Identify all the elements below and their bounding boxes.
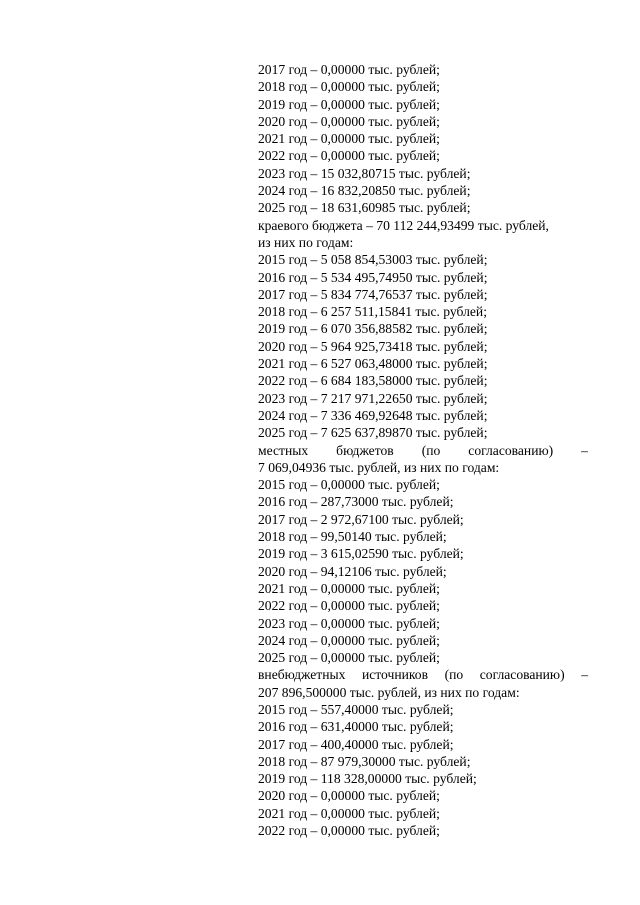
text-line: 2021 год – 0,00000 тыс. рублей; xyxy=(258,805,440,821)
text-line: 2020 год – 94,12106 тыс. рублей; xyxy=(258,563,447,579)
text-line: 2016 год – 287,73000 тыс. рублей; xyxy=(258,494,454,510)
text-line: 2022 год – 6 684 183,58000 тыс. рублей; xyxy=(258,373,488,389)
text-line: 2021 год – 0,00000 тыс. рублей; xyxy=(258,131,440,147)
text-line: 2020 год – 0,00000 тыс. рублей; xyxy=(258,113,440,129)
heading-word: (по xyxy=(444,667,464,683)
text-line: 2023 год – 0,00000 тыс. рублей; xyxy=(258,615,440,631)
extrabudgetary-heading xyxy=(258,666,588,683)
text-line: 2020 год – 5 964 925,73418 тыс. рублей; xyxy=(258,338,488,354)
budget-text-column xyxy=(258,61,588,839)
text-line: 2021 год – 6 527 063,48000 тыс. рублей; xyxy=(258,356,488,372)
heading-word: внебюджетных xyxy=(258,667,346,683)
text-line: 2019 год – 3 615,02590 тыс. рублей; xyxy=(258,546,464,562)
text-line: 2016 год – 631,40000 тыс. рублей; xyxy=(258,719,454,735)
regional-budget-heading: краевого бюджета – 70 112 244,93499 тыс. рублей, xyxy=(258,217,549,233)
heading-word: (по xyxy=(421,442,441,458)
text-line: 2018 год – 87 979,30000 тыс. рублей; xyxy=(258,753,471,769)
text-line: 2017 год – 0,00000 тыс. рублей; xyxy=(258,62,440,77)
heading-word: – xyxy=(581,442,588,458)
heading-word: источников xyxy=(361,667,429,683)
text-line: 2021 год – 0,00000 тыс. рублей; xyxy=(258,580,440,596)
text-line: 2015 год – 5 058 854,53003 тыс. рублей; xyxy=(258,252,488,268)
text-line: 2015 год – 557,40000 тыс. рублей; xyxy=(258,701,454,717)
heading-word: местных xyxy=(258,442,309,458)
text-line: 2022 год – 0,00000 тыс. рублей; xyxy=(258,598,440,614)
text-line: 2017 год – 5 834 774,76537 тыс. рублей; xyxy=(258,286,488,302)
text-line: 2017 год – 400,40000 тыс. рублей; xyxy=(258,736,454,752)
text-line: 2023 год – 15 032,80715 тыс. рублей; xyxy=(258,165,471,181)
heading-word: согласованию) xyxy=(468,442,554,458)
text-line: из них по годам: xyxy=(258,234,354,250)
text-line: 2022 год – 0,00000 тыс. рублей; xyxy=(258,148,440,164)
text-line: 2018 год – 6 257 511,15841 тыс. рублей; xyxy=(258,304,487,320)
text-line: 2015 год – 0,00000 тыс. рублей; xyxy=(258,477,440,493)
text-line: 2024 год – 16 832,20850 тыс. рублей; xyxy=(258,183,471,199)
text-line: 207 896,500000 тыс. рублей, из них по годам: xyxy=(258,684,520,700)
text-line: 7 069,04936 тыс. рублей, из них по годам: xyxy=(258,459,500,475)
text-line: 2019 год – 0,00000 тыс. рублей; xyxy=(258,96,440,112)
text-line: 2018 год – 0,00000 тыс. рублей; xyxy=(258,79,440,95)
text-line: 2019 год – 118 328,00000 тыс. рублей; xyxy=(258,771,477,787)
text-line: 2016 год – 5 534 495,74950 тыс. рублей; xyxy=(258,269,488,285)
text-line: 2024 год – 0,00000 тыс. рублей; xyxy=(258,632,440,648)
local-budget-heading xyxy=(258,442,588,459)
text-line: 2025 год – 0,00000 тыс. рублей; xyxy=(258,650,440,666)
text-line: 2017 год – 2 972,67100 тыс. рублей; xyxy=(258,511,464,527)
text-line: 2024 год – 7 336 469,92648 тыс. рублей; xyxy=(258,407,488,423)
text-line: 2025 год – 18 631,60985 тыс. рублей; xyxy=(258,200,471,216)
heading-word: бюджетов xyxy=(336,442,394,458)
text-line: 2022 год – 0,00000 тыс. рублей; xyxy=(258,823,440,839)
text-line: 2023 год – 7 217 971,22650 тыс. рублей; xyxy=(258,390,488,406)
text-line: 2019 год – 6 070 356,88582 тыс. рублей; xyxy=(258,321,488,337)
text-line: 2020 год – 0,00000 тыс. рублей; xyxy=(258,788,440,804)
text-line: 2018 год – 99,50140 тыс. рублей; xyxy=(258,529,447,545)
text-line: 2025 год – 7 625 637,89870 тыс. рублей; xyxy=(258,425,488,441)
heading-word: – xyxy=(581,667,588,683)
heading-word: согласованию) xyxy=(479,667,565,683)
